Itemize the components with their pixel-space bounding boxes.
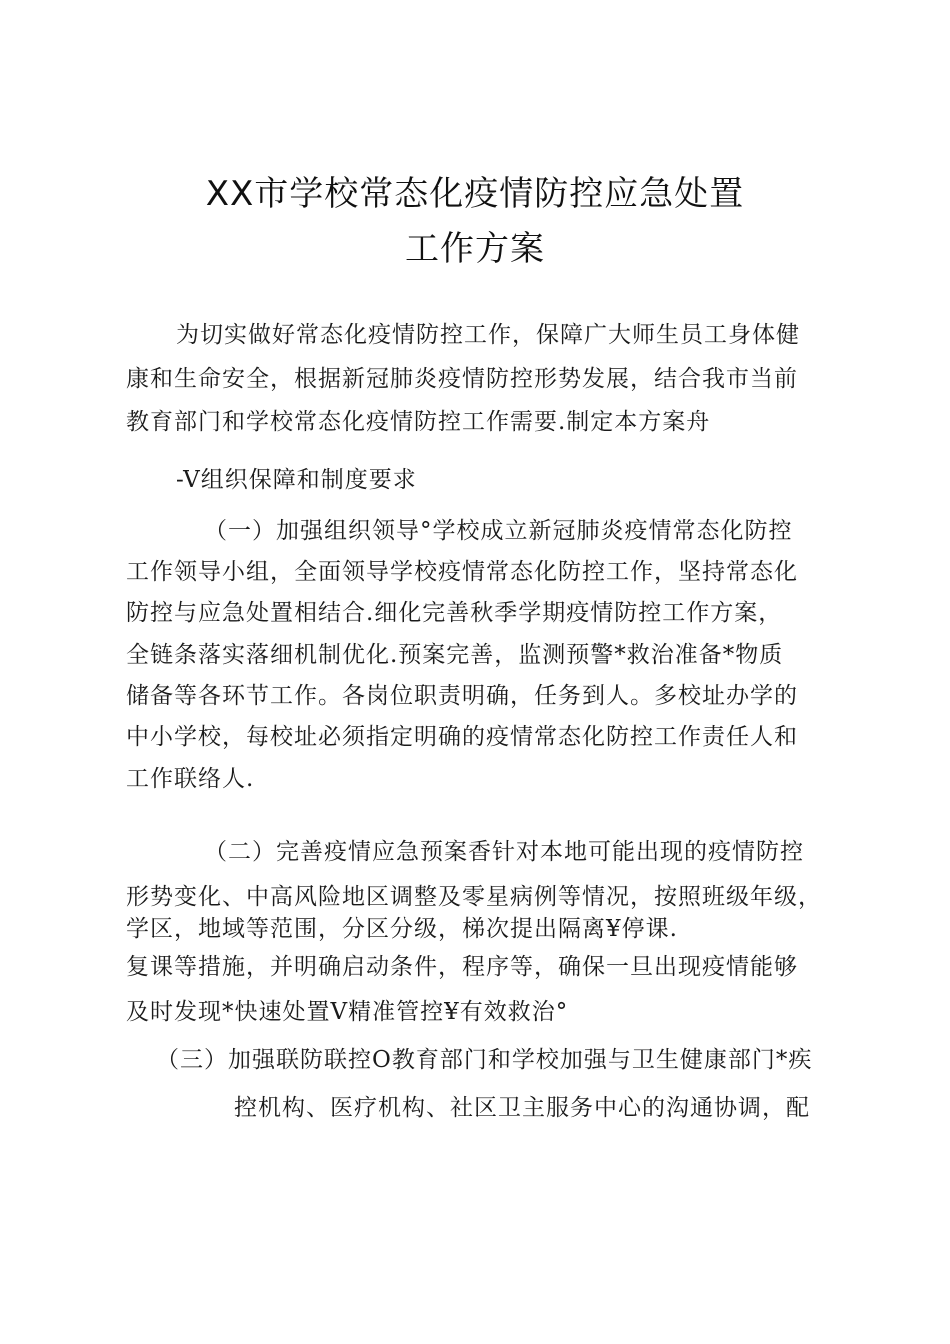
document-title-line-2: 工作方案 — [405, 229, 545, 269]
item3-line-2: 控机构、医疗机构、社区卫主服务中心的沟通协调，配 — [234, 1095, 810, 1121]
document-title-line-1: XX市学校常态化疫情防控应急处置 — [205, 174, 745, 214]
item1-line-1: （一）加强组织领导°学校成立新冠肺炎疫情常态化防控 — [204, 518, 793, 544]
intro-line-3: 教育部门和学校常态化疫情防控工作需要.制定本方案舟 — [126, 409, 711, 435]
item2-line-5: 及时发现*快速处置V精准管控¥有效救治° — [126, 999, 569, 1025]
item1-line-4: 全链条落实落细机制优化.预案完善，监测预警*救治准备*物质 — [126, 642, 784, 668]
item2-line-1: （二）完善疫情应急预案香针对本地可能出现的疫情防控 — [204, 839, 804, 865]
item2-line-2: 形势变化、中高风险地区调整及零星病例等情况，按照班级年级， — [126, 884, 822, 910]
intro-line-1: 为切实做好常态化疫情防控工作，保障广大师生员工身体健 — [176, 322, 800, 348]
item1-line-2: 工作领导小组，全面领导学校疫情常态化防控工作，坚持常态化 — [126, 559, 798, 585]
item2-line-3: 学区，地域等范围，分区分级，梯次提出隔离¥停课. — [126, 916, 678, 942]
item1-line-6: 中小学校，每校址必须指定明确的疫情常态化防控工作责任人和 — [126, 724, 798, 750]
section-heading: -V组织保障和制度要求 — [176, 467, 417, 493]
item1-line-7: 工作联络人. — [126, 766, 255, 792]
item1-line-5: 储备等各环节工作。各岗位职责明确，任务到人。多校址办学的 — [126, 683, 798, 709]
item3-line-1: （三）加强联防联控O教育部门和学校加强与卫生健康部门*疾 — [156, 1047, 813, 1073]
intro-line-2: 康和生命安全，根据新冠肺炎疫情防控形势发展，结合我市当前 — [126, 366, 798, 392]
item2-line-4: 复课等措施，并明确启动条件，程序等，确保一旦出现疫情能够 — [126, 954, 798, 980]
item1-line-3: 防控与应急处置相结合.细化完善秋季学期疫情防控工作方案， — [126, 600, 783, 626]
